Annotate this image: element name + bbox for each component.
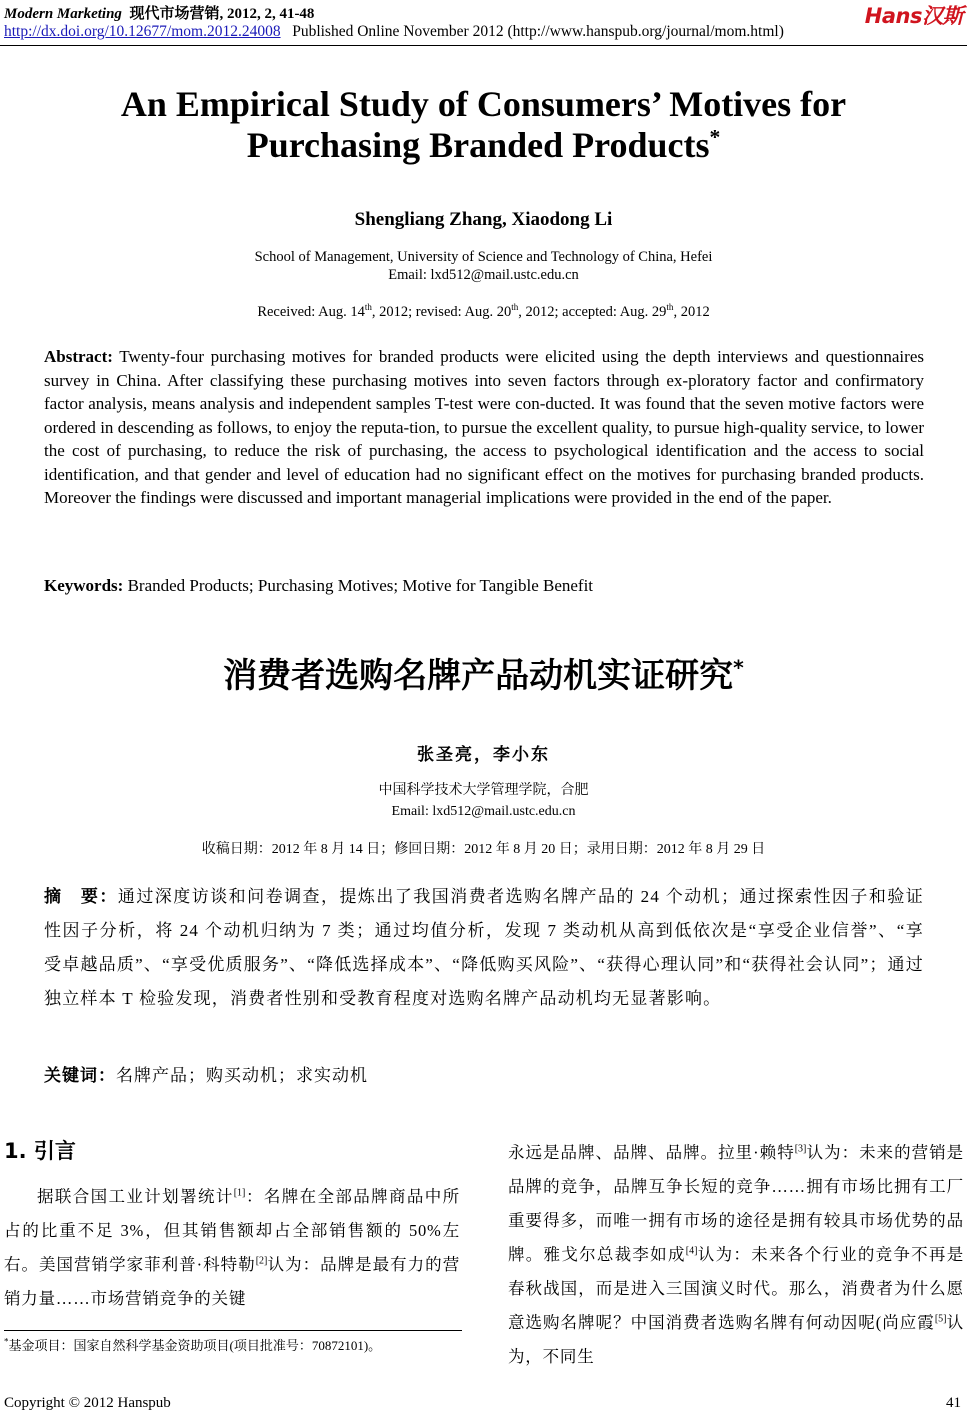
paragraph-text: 认为：未来的营销是品牌的竞争，品牌互争长短的竞争……拥有市场比拥有工厂重要得多，而唯一拥有市场的途径是拥有较具市场优势的品牌。雅戈尔总裁李如成 bbox=[508, 1143, 964, 1264]
header-divider bbox=[0, 45, 967, 46]
footnote-funding bbox=[4, 1335, 381, 1354]
paragraph-text: 认为：未来各个行业的竞争不再是春秋战国，而是进入三国演义时代。那么，消费者为什么愿意选购名牌呢？中国消费者选购名牌有何动因呢(尚应霞 bbox=[508, 1245, 965, 1332]
paper-title-en bbox=[0, 84, 967, 166]
paragraph-text: ：名牌在全部品牌商品中所占的比重不足 3%，但其销售额却占全部销售额的 50%左右。美国营销学家菲利普·科特勒 bbox=[4, 1187, 460, 1274]
dates-cn: 收稿日期：2012 年 8 月 14 日；修回日期：2012 年 8 月 20 日；录用日期：2012 年 8 月 29 日 bbox=[201, 842, 766, 857]
intro-left-column bbox=[4, 1180, 460, 1316]
section-heading-introduction: 1. 引言 bbox=[4, 1139, 76, 1163]
email-cn: Email: lxd512@mail.ustc.edu.cn bbox=[391, 804, 576, 819]
paragraph-text: 永远是品牌、品牌、品牌。拉里·赖特 bbox=[508, 1143, 795, 1162]
authors-en: Shengliang Zhang, Xiaodong Li bbox=[354, 209, 613, 230]
abstract-label-en: Abstract: bbox=[44, 347, 113, 366]
citation-2[interactable]: [2] bbox=[255, 1255, 268, 1267]
accepted-date: , 2012; accepted: Aug. 29 bbox=[518, 303, 667, 320]
affiliation-en: School of Management, University of Science and Technology of China, Hefei bbox=[254, 249, 713, 265]
keywords-text-en: Branded Products; Purchasing Motives; Motive for Tangible Benefit bbox=[127, 576, 594, 595]
abstract-cn bbox=[44, 880, 924, 1016]
received-date: Received: Aug. 14 bbox=[257, 303, 365, 320]
authors-cn: 张圣亮，李小东 bbox=[417, 745, 550, 765]
paragraph-text: 认为：品牌是最有力的营销力量……市场营销竞争的关键 bbox=[4, 1255, 460, 1308]
paper-title-cn bbox=[0, 648, 967, 697]
footnote-text: 基金项目：国家自然科学基金资助项目(项目批准号：70872101)。 bbox=[8, 1338, 382, 1353]
title-footnote-mark: * bbox=[709, 125, 721, 149]
journal-header bbox=[4, 2, 314, 23]
ordinal-suffix: th bbox=[364, 302, 372, 312]
keywords-text-cn: 名牌产品；购买动机；求实动机 bbox=[116, 1066, 368, 1085]
paragraph-text: 认为，不同生 bbox=[508, 1313, 964, 1366]
abstract-text-en: Twenty-four purchasing motives for branded products were elicited using the depth interviews and questionnaires survey in China. After classifying these purchasing motives into seven factors through ex-ploratory factor and confirmatory factor analysis, means analysis and independent samples T-test were con-ducted. It was found that the seven motive factors were ordered in descending as follows, to enjoy the reputa-tion, to pursue the excellent quality, to pursue high-quality service, to lower the cost of purchasing, to reduce the risk of purchasing, the access to psychological identification and the access to social identification, and that gender and level of education had no significant effect on the motives for purchasing branded products. Moreover the findings were discussed and important managerial implications were provided in the end of the paper. bbox=[44, 347, 924, 507]
paragraph-text: 据联合国工业计划署统计 bbox=[37, 1187, 234, 1206]
intro-right-column bbox=[508, 1136, 964, 1374]
journal-name-en: Modern Marketing bbox=[4, 6, 122, 22]
doi-link[interactable]: http://dx.doi.org/10.12677/mom.2012.24008 bbox=[4, 23, 281, 40]
footnote-divider bbox=[4, 1330, 462, 1331]
citation-3[interactable]: [3] bbox=[794, 1143, 807, 1155]
dates-en bbox=[0, 302, 967, 321]
abstract-en bbox=[44, 345, 924, 510]
published-online: Published Online November 2012 (http://www.hanspub.org/journal/mom.html) bbox=[292, 23, 784, 40]
title-cn-text: 消费者选购名牌产品动机实证研究 bbox=[223, 656, 734, 696]
affiliation-cn: 中国科学技术大学管理学院，合肥 bbox=[378, 783, 589, 798]
keywords-cn bbox=[44, 1061, 368, 1086]
abstract-label-cn: 摘 要： bbox=[44, 887, 118, 907]
title-cn-footnote-mark: * bbox=[733, 655, 744, 680]
title-en-line2: Purchasing Branded Products bbox=[246, 125, 710, 165]
keywords-label-cn: 关键词： bbox=[44, 1066, 116, 1086]
revised-date: , 2012; revised: Aug. 20 bbox=[371, 303, 512, 320]
hans-logo: Hans汉斯 bbox=[864, 4, 963, 28]
title-en-line1: An Empirical Study of Consumers’ Motives for bbox=[120, 84, 847, 124]
affiliation-block-en bbox=[0, 248, 967, 284]
ordinal-suffix: th bbox=[666, 302, 674, 312]
journal-info-cn: 现代市场营销, 2012, 2, 41-48 bbox=[129, 6, 315, 22]
footnote-mark: * bbox=[4, 1336, 9, 1347]
copyright-footer: Copyright © 2012 Hanspub bbox=[4, 1395, 171, 1411]
keywords-en bbox=[44, 576, 593, 596]
citation-4[interactable]: [4] bbox=[685, 1245, 698, 1257]
publication-line bbox=[4, 23, 784, 41]
citation-1[interactable]: [1] bbox=[233, 1187, 246, 1199]
dates-end: , 2012 bbox=[673, 303, 710, 320]
page-number: 41 bbox=[946, 1395, 961, 1411]
abstract-text-cn: 通过深度访谈和问卷调查，提炼出了我国消费者选购名牌产品的 24 个动机；通过探索性因子和验证性因子分析，将 24 个动机归纳为 7 类；通过均值分析，发现 7 类动机从高到低依次是“享受企业信誉”、“享受卓越品质”、“享受优质服务”、“降低选择成本”、“降低购买风险”、“获得心理认同”和“获得社会认同”；通过独立样本 T 检验发现，消费者性别和受教育程度对选购名牌产品动机均无显著影响。 bbox=[44, 887, 924, 1008]
citation-5[interactable]: [5] bbox=[934, 1313, 947, 1325]
keywords-label-en: Keywords: bbox=[44, 576, 124, 595]
email-en: Email: lxd512@mail.ustc.edu.cn bbox=[388, 267, 579, 283]
ordinal-suffix: th bbox=[511, 302, 519, 312]
affiliation-block-cn bbox=[0, 780, 967, 822]
